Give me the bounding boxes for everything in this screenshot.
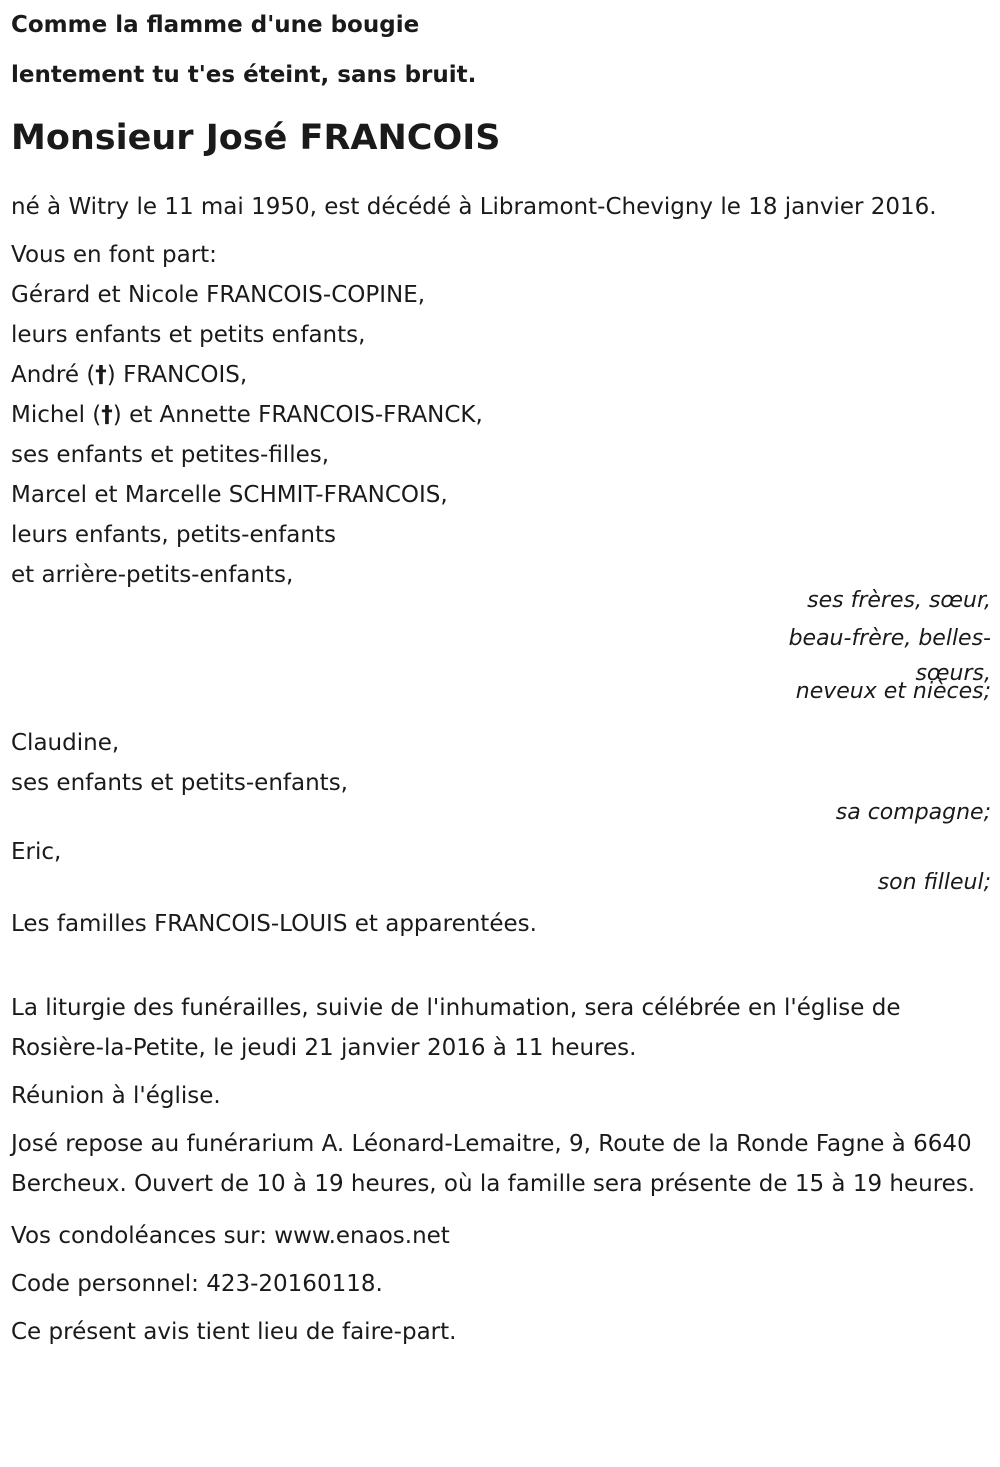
family-text: Michel ( bbox=[11, 402, 102, 428]
liturgy-paragraph: La liturgie des funérailles, suivie de l'inhumation, sera célébrée en l'église de Rosière-la-Petite, le jeudi 21 janvier 2016 à 11 heures. bbox=[11, 995, 901, 1061]
poem-line-1: Comme la flamme d'une bougie bbox=[11, 12, 420, 38]
relation-label: sa compagne; bbox=[835, 800, 991, 825]
family-line: leurs enfants, petits-enfants bbox=[11, 522, 336, 548]
birth-death-paragraph: né à Witry le 11 mai 1950, est décédé à Libramont-Chevigny le 18 janvier 2016. bbox=[11, 194, 937, 220]
companion-family: ses enfants et petits-enfants, bbox=[11, 770, 348, 796]
family-line: Marcel et Marcelle SCHMIT-FRANCOIS, bbox=[11, 482, 448, 508]
poem bbox=[11, 0, 991, 100]
notice-paragraph: Ce présent avis tient lieu de faire-part. bbox=[11, 1319, 457, 1345]
family-line: Gérard et Nicole FRANCOIS-COPINE, bbox=[11, 282, 426, 308]
cross-icon: † bbox=[101, 402, 113, 428]
relation-label: son filleul; bbox=[877, 870, 991, 895]
family-text: ) et Annette FRANCOIS-FRANCK, bbox=[112, 402, 483, 428]
relation-label: ses frères, sœur, bbox=[807, 588, 991, 613]
cross-icon: † bbox=[95, 362, 107, 388]
deceased-name-title: Monsieur José FRANCOIS bbox=[11, 118, 501, 158]
godson-name: Eric, bbox=[11, 839, 62, 865]
family-line: ses enfants et petites-filles, bbox=[11, 442, 330, 468]
companion-name: Claudine, bbox=[11, 730, 120, 756]
meeting-paragraph: Réunion à l'église. bbox=[11, 1083, 221, 1109]
relation-label: neveux et nièces; bbox=[795, 679, 991, 704]
funeral-home-paragraph: José repose au funérarium A. Léonard-Lemaitre, 9, Route de la Ronde Fagne à 6640 Bercheux. Ouvert de 10 à 19 heures, où la famille sera présente de 15 à 19 heures. bbox=[11, 1131, 976, 1197]
family-text: André ( bbox=[11, 362, 96, 388]
family-line-andre bbox=[11, 355, 991, 395]
condolences-paragraph: Vos condoléances sur: www.enaos.net bbox=[11, 1223, 450, 1249]
poem-line-2: lentement tu t'es éteint, sans bruit. bbox=[11, 62, 477, 88]
family-line: et arrière-petits-enfants, bbox=[11, 562, 294, 588]
family-list bbox=[11, 275, 991, 703]
relation-label: beau-frère, belles- bbox=[788, 626, 991, 651]
families-line: Les familles FRANCOIS-LOUIS et apparentées. bbox=[11, 911, 537, 937]
family-line: leurs enfants et petits enfants, bbox=[11, 322, 366, 348]
relation-label: sœurs, bbox=[915, 661, 991, 686]
intro-text: Vous en font part: bbox=[11, 242, 217, 268]
family-line-michel bbox=[11, 395, 991, 435]
personal-code-paragraph: Code personnel: 423-20160118. bbox=[11, 1271, 383, 1297]
family-text: ) FRANCOIS, bbox=[106, 362, 248, 388]
